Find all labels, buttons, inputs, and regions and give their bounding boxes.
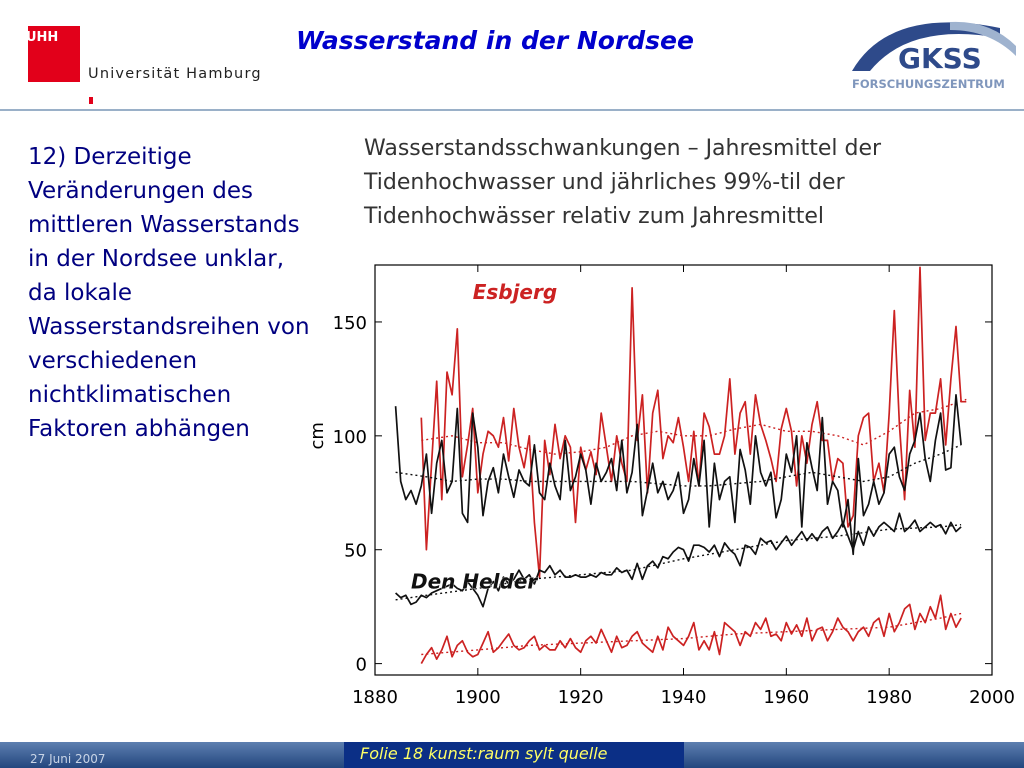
series-line-1 [421, 399, 966, 454]
series-line-6 [421, 595, 961, 663]
footer-label: Folie 18 kunst:raum sylt quelle [360, 744, 608, 763]
hamburg-castle-icon [80, 82, 102, 104]
uhh-logo-text: UHH [26, 30, 59, 45]
plot-frame [375, 265, 992, 675]
x-tick-label: 1880 [352, 687, 398, 708]
page-title: Wasserstand in der Nordsee [296, 26, 694, 55]
y-axis-label: cm [307, 422, 328, 450]
gkss-name: GKSS [898, 42, 982, 75]
water-level-chart [300, 250, 1024, 720]
university-name: Universität Hamburg [88, 66, 262, 82]
header-divider [0, 109, 1024, 111]
footer-date: 27 Juni 2007 [30, 752, 106, 766]
x-tick-label: 1960 [763, 687, 810, 708]
point-12-text: 12) Derzeitige Veränderungen des mittleren Wasserstands in der Nordsee unklar, da lokale Wasserstandsreihen von verschiedenen nichtklimatischen Faktoren abhängen [28, 144, 310, 442]
y-tick-label: 150 [332, 312, 367, 334]
chart-caption: Wasserstandsschwankungen – Jahresmittel der Tidenhochwasser und jährliches 99%-til der Tidenhochwässer relativ zum Jahresmittel [364, 136, 882, 229]
chart-annotation-1: Den Helder [410, 569, 538, 594]
x-tick-label: 1940 [660, 687, 707, 708]
y-tick-label: 100 [332, 426, 367, 448]
x-tick-label: 1920 [557, 687, 604, 708]
chart-annotation-0: Esbjerg [472, 280, 558, 305]
y-tick-label: 0 [355, 654, 367, 676]
x-tick-label: 2000 [969, 687, 1015, 708]
series-line-3 [396, 445, 962, 486]
y-tick-label: 50 [344, 540, 367, 562]
x-tick-label: 1900 [454, 687, 501, 708]
x-tick-label: 1980 [866, 687, 913, 708]
gkss-subtitle: FORSCHUNGSZENTRUM [852, 77, 1005, 91]
gkss-logo [850, 16, 1016, 92]
series-line-0 [421, 267, 966, 577]
